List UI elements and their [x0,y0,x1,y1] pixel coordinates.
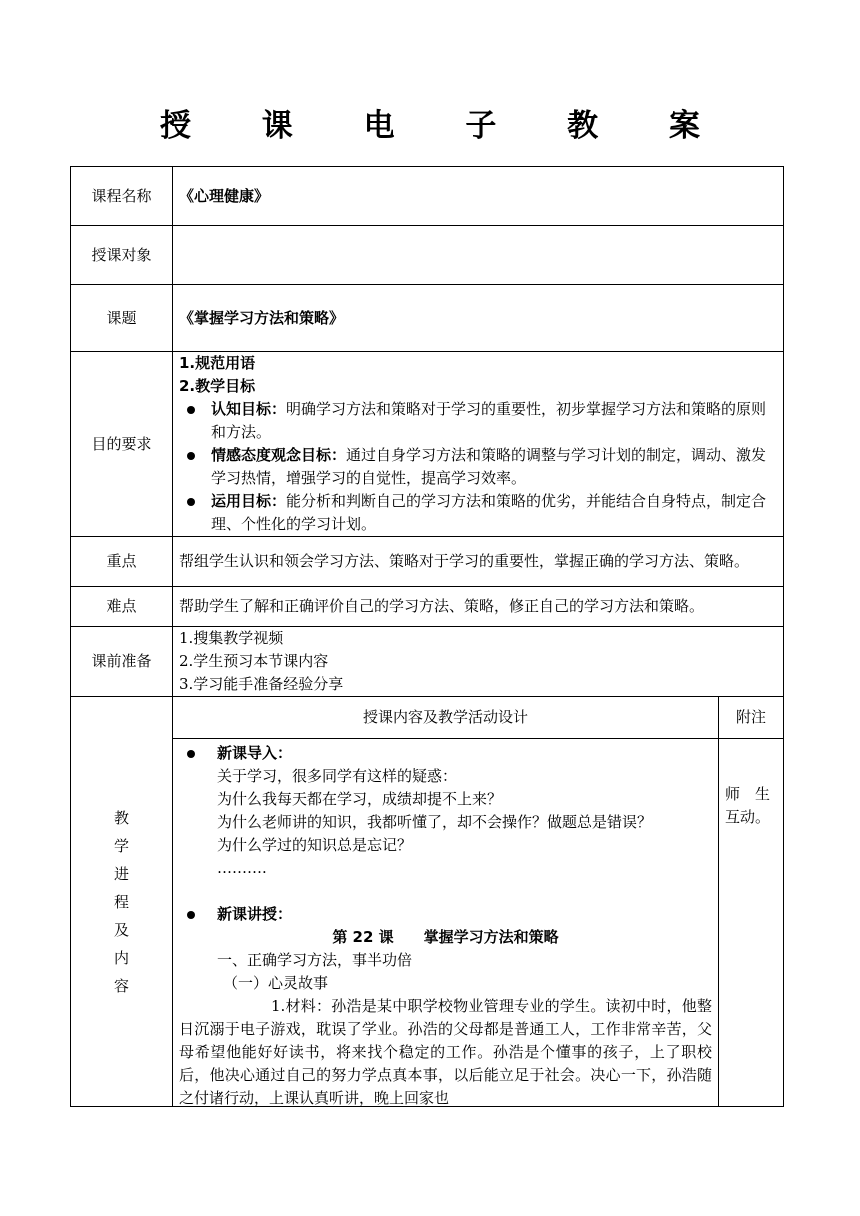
topic-row [71,285,784,352]
objective-title: 情感态度观念目标： [211,446,347,464]
intro-line: 为什么我每天都在学习，成绩却提不上来？ [217,790,503,808]
preparation-item: 3.学习能手准备经验分享 [179,675,344,693]
objective-text: 明确学习方法和策略对于学习的重要性，初步掌握学习方法和策略的原则和方法。 [211,400,767,441]
difficulties-row [71,587,784,627]
process-header-row [71,697,784,739]
note-header: 附注 [719,697,784,739]
process-label-char: 进 [113,864,129,883]
objectives-list [179,398,777,536]
story-material: 1.材料：孙浩是某中职学校物业管理专业的学生。读初中时，他整日沉溺于电子游戏，耽误了学业。孙浩的父母都是普通工人，工作非常辛苦，父母希望他能好好读书，将来找个稳定的工作。孙浩是个懂事的孩子，上了职校后，他决心通过自己的努力学点真本事，以后能立足于社会。决心一下，孙浩随之付诸行动，上课认真听讲，晚上回家也 [179,997,712,1106]
objectives-row [71,352,784,537]
note-line: 互动。 [725,808,771,826]
process-label-char: 及 [113,920,129,939]
preparation-item: 2.学生预习本节课内容 [179,652,329,670]
intro-title: 新课导入： [179,742,712,765]
process-label-char: 教 [113,808,129,827]
subsection-heading: （一）心灵故事 [223,974,329,992]
objectives-line2: 2.教学目标 [179,377,256,395]
process-label-char: 内 [113,948,129,967]
intro-line: ………. [217,859,267,877]
objectives-line1: 1.规范用语 [179,354,256,372]
topic-value: 《掌握学习方法和策略》 [173,285,784,352]
audience-label: 授课对象 [71,226,173,285]
document-title: 授 课 电 子 教 案 [160,108,730,144]
intro-line: 为什么老师讲的知识，我都听懂了，却不会操作？做题总是错误？ [217,813,653,831]
objective-item [179,444,777,490]
audience-row [71,226,784,285]
preparation-row [71,627,784,697]
difficulties-label: 难点 [71,587,173,627]
objective-title: 认知目标： [211,400,287,418]
topic-label: 课题 [71,285,173,352]
process-label-char: 程 [113,892,129,911]
key-points-label: 重点 [71,537,173,587]
difficulties-value: 帮助学生了解和正确评价自己的学习方法、策略，修正自己的学习方法和策略。 [173,587,784,627]
preparation-label: 课前准备 [71,627,173,697]
process-label-char: 学 [113,836,129,855]
preparation-content [173,627,784,697]
objective-item [179,490,777,536]
objective-text: 通过自身学习方法和策略的调整与学习计划的制定，调动、激发学习热情，增强学习的自觉性，提高学习效率。 [211,446,767,487]
content-header: 授课内容及教学活动设计 [173,697,719,739]
process-label [71,697,173,1107]
intro-line: 为什么学过的知识总是忘记？ [217,836,413,854]
lecture-title: 新课讲授： [179,903,712,926]
objective-text: 能分析和判断自己的学习方法和策略的优劣，并能结合自身特点，制定合理、个性化的学习计划。 [211,492,767,533]
objective-title: 运用目标： [211,492,287,510]
section-heading: 一、正确学习方法，事半功倍 [217,951,413,969]
audience-value [173,226,784,285]
course-label: 课程名称 [71,167,173,226]
process-label-char: 容 [113,976,129,995]
process-note [719,739,784,1107]
process-body-row [71,739,784,1107]
objectives-content [173,352,784,537]
preparation-item: 1.搜集教学视频 [179,629,284,647]
course-row [71,167,784,226]
note-line: 师 生 [725,785,771,803]
key-points-row [71,537,784,587]
objectives-label: 目的要求 [71,352,173,537]
process-content [173,739,719,1107]
objective-item [179,398,777,444]
key-points-value: 帮组学生认识和领会学习方法、策略对于学习的重要性，掌握正确的学习方法、策略。 [173,537,784,587]
course-value: 《心理健康》 [173,167,784,226]
lesson-plan-table [70,166,784,1107]
lesson-title: 第 22 课 掌握学习方法和策略 [332,928,559,946]
intro-line: 关于学习，很多同学有这样的疑惑： [217,767,458,785]
